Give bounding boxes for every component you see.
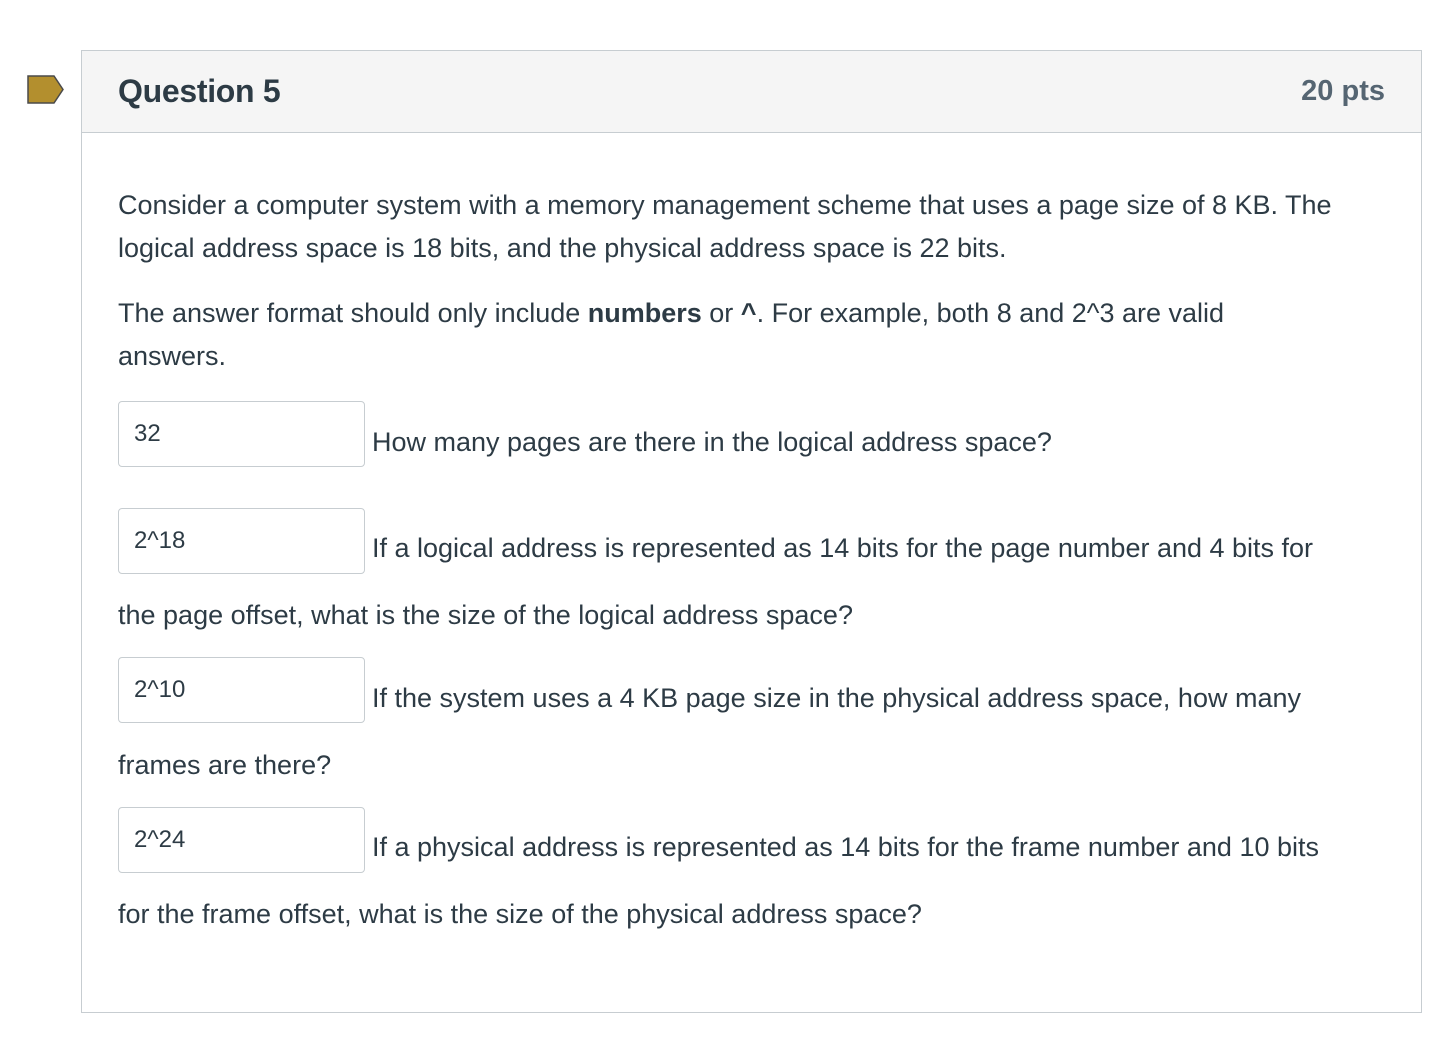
question-title: Question 5 (118, 73, 281, 109)
answer-format-instructions (118, 292, 1388, 378)
answer-input-1[interactable]: 32 (118, 401, 365, 467)
answer-prompt-2-line-1: If a logical address is represented as 14 bits for the page number and 4 bits for (372, 533, 1314, 563)
instructions-bold-caret: ^ (740, 298, 757, 328)
answer-input-4[interactable]: 2^24 (118, 807, 365, 873)
question-intro (118, 184, 1388, 270)
instructions-bold-numbers: numbers (587, 298, 702, 328)
answer-prompt-3-line-2: frames are there? (118, 750, 332, 780)
flag-question-icon[interactable] (27, 75, 64, 104)
answer-prompt-1: How many pages are there in the logical address space? (372, 427, 1052, 457)
instructions-line-1 (118, 292, 1388, 335)
instructions-line-2: answers. (118, 341, 227, 371)
answer-prompt-3-line-1: If the system uses a 4 KB page size in the physical address space, how many (372, 683, 1301, 713)
answer-input-2[interactable]: 2^18 (118, 508, 365, 574)
question-points: 20 pts (1301, 75, 1385, 107)
intro-line-1: Consider a computer system with a memory management scheme that uses a page size of 8 KB. The (118, 190, 1332, 220)
answer-input-3[interactable]: 2^10 (118, 657, 365, 723)
answer-prompt-4-line-2: for the frame offset, what is the size of the physical address space? (118, 899, 922, 929)
answer-prompt-4-line-1: If a physical address is represented as 14 bits for the frame number and 10 bits (372, 832, 1320, 862)
question-header (82, 51, 1421, 133)
intro-line-2: logical address space is 18 bits, and the physical address space is 22 bits. (118, 233, 1007, 263)
instructions-mid: or (701, 298, 741, 328)
answer-prompt-2-line-2: the page offset, what is the size of the logical address space? (118, 600, 853, 630)
question-card (81, 50, 1422, 1013)
instructions-prefix: The answer format should only include (118, 298, 588, 328)
instructions-suffix: . For example, both 8 and 2^3 are valid (756, 298, 1225, 328)
